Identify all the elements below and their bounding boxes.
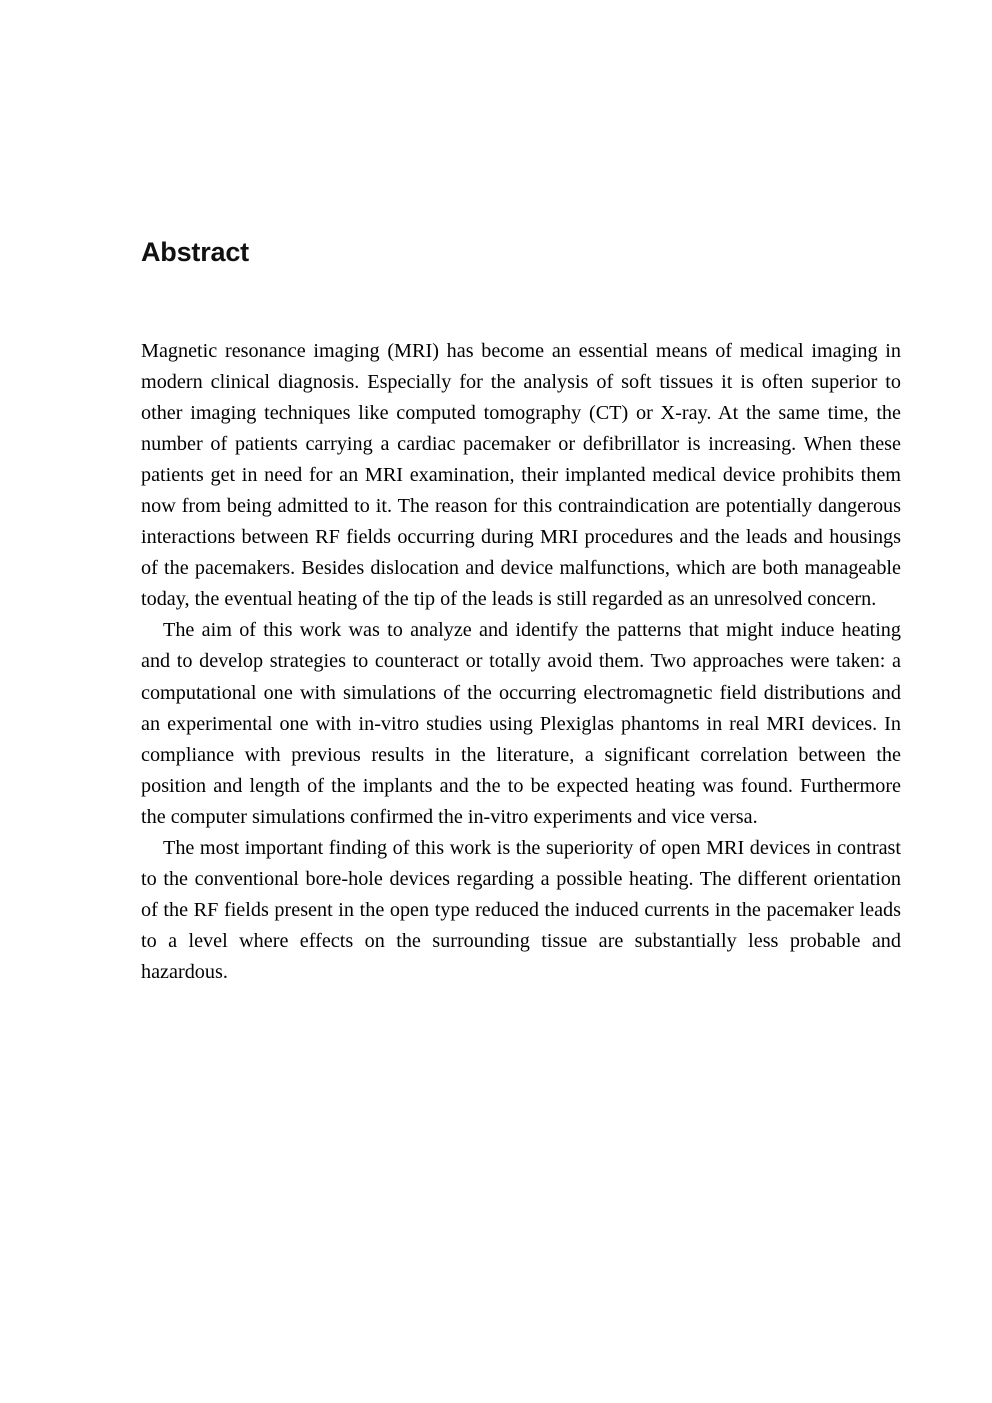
abstract-section bbox=[141, 236, 901, 988]
abstract-paragraph-3: The most important finding of this work is the superiority of open MRI devices in contrast to the conventional bore-hole devices regarding a possible heating. The different orientation of the RF fields present in the open type reduced the induced currents in the pacemaker leads to a level where effects on the surrounding tissue are substantially less probable and hazardous. bbox=[141, 836, 901, 983]
abstract-paragraph-1: Magnetic resonance imaging (MRI) has become an essential means of medical imaging in modern clinical diagnosis. Especially for the analysis of soft tissues it is often superior to other imaging techniques like computed tomography (CT) or X-ray. At the same time, the number of patients carrying a cardiac pacemaker or defibrillator is increasing. When these patients get in need for an MRI examination, their implanted medical device prohibits them now from being admitted to it. The reason for this contraindication are potentially dangerous interactions between RF fields occurring during MRI procedures and the leads and housings of the pacemakers. Besides dislocation and device malfunctions, which are both manageable today, the eventual heating of the tip of the leads is still regarded as an unresolved concern. bbox=[141, 340, 901, 611]
abstract-body bbox=[141, 336, 901, 988]
abstract-paragraph-2: The aim of this work was to analyze and identify the patterns that might induce heating and to develop strategies to counteract or totally avoid them. Two approaches were taken: a computational one with simulations of the occurring electromagnetic field distributions and an experimental one with in-vitro studies using Plexiglas phantoms in real MRI devices. In compliance with previous results in the literature, a significant correlation between the position and length of the implants and the to be expected heating was found. Furthermore the computer simulations confirmed the in-vitro experiments and vice versa. bbox=[141, 619, 901, 828]
page-title: Abstract bbox=[141, 237, 249, 267]
